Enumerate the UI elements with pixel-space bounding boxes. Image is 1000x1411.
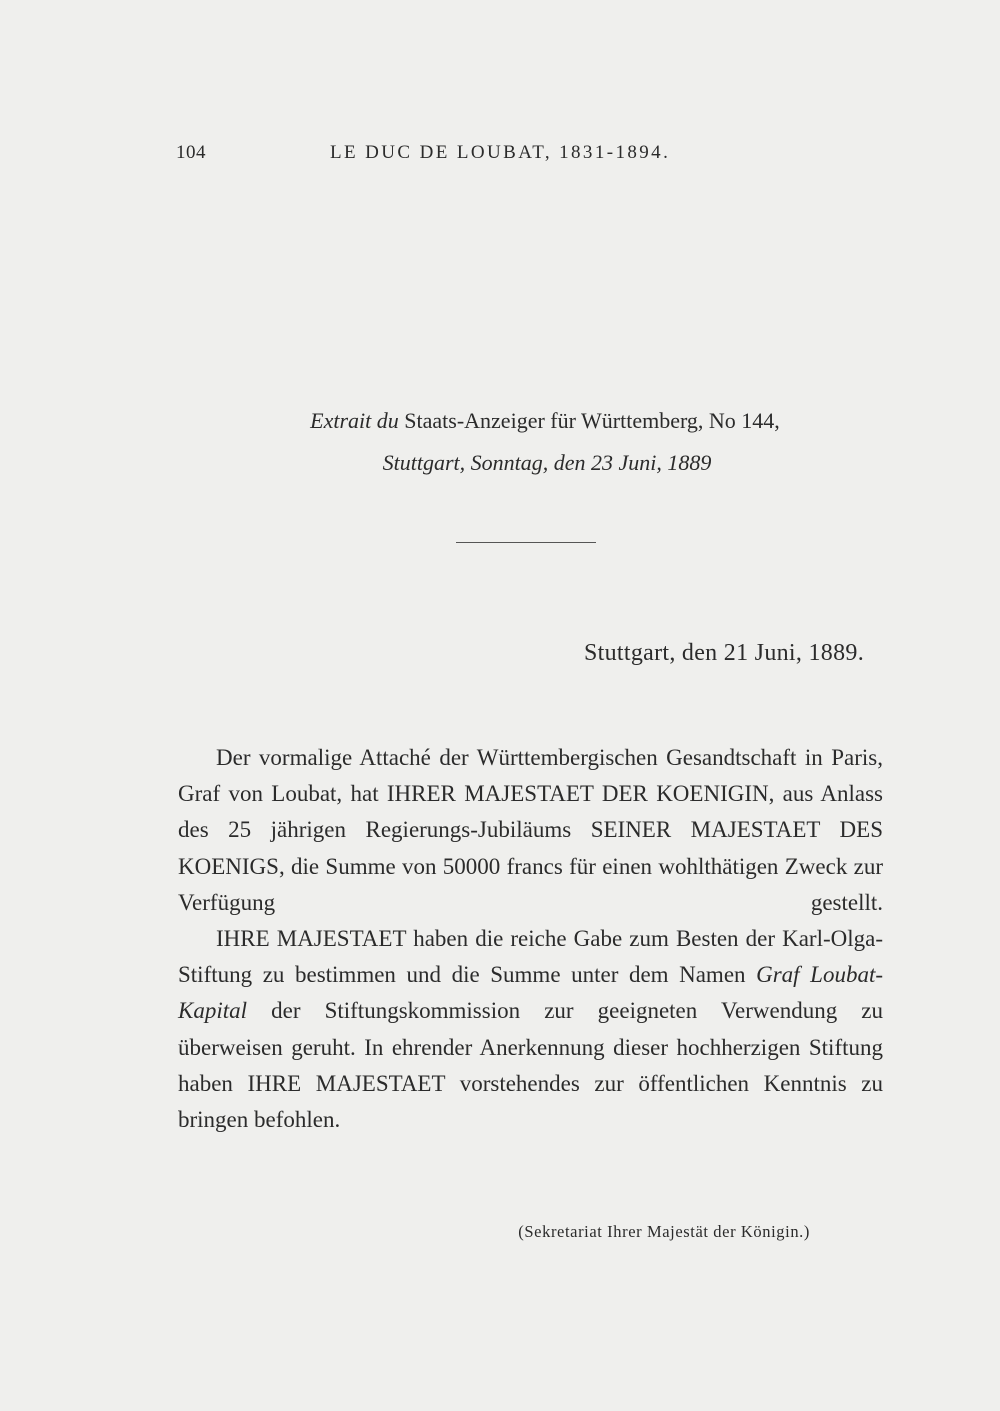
paragraph-1: Der vormalige Attaché der Württembergischen Gesandtschaft in Paris, Graf von Loubat, hat IHRER MAJESTAET DER KOENIGIN, aus Anlass des 25 jährigen Regierungs-Jubiläums SEINER MAJESTAET DES KOENIGS, die Summe von 50000 francs für einen wohlthätigen Zweck zur Verfügung gestellt. <box>178 745 883 915</box>
page-number: 104 <box>176 142 206 163</box>
dateline: Stuttgart, den 21 Juni, 1889. <box>583 640 864 666</box>
separator-rule <box>456 542 596 543</box>
source-line-1 <box>0 400 1000 442</box>
signature: (Sekretariat Ihrer Majestät der Königin.) <box>518 1222 810 1241</box>
source-extrait: Extrait du <box>310 408 399 433</box>
source-citation <box>0 400 1000 484</box>
fund-name: Graf Loubat-Kapital <box>178 962 883 1024</box>
running-title: LE DUC DE LOUBAT, 1831-1894. <box>330 142 671 163</box>
article-body <box>178 740 883 1138</box>
page-header <box>176 142 816 172</box>
paragraph-2 <box>178 921 883 1138</box>
source-paper: Staats-Anzeiger für Württemberg, No 144, <box>404 408 780 433</box>
paragraph-2-end: der Stiftungskommission zur geeigneten Verwendung zu überweisen geruht. In ehrender Anerkennung dieser hochherzigen Stiftung haben IHRE MAJESTAET vorstehendes zur öffentlichen Kenntnis zu bringen befohlen. <box>178 998 883 1133</box>
source-place-date: Stuttgart, Sonntag, den 23 Juni, 1889 <box>382 450 712 475</box>
paragraph-2-start: IHRE MAJESTAET haben die reiche Gabe zum Besten der Karl-Olga-Stiftung zu bestimmen und die Summe unter dem Namen <box>178 926 883 988</box>
